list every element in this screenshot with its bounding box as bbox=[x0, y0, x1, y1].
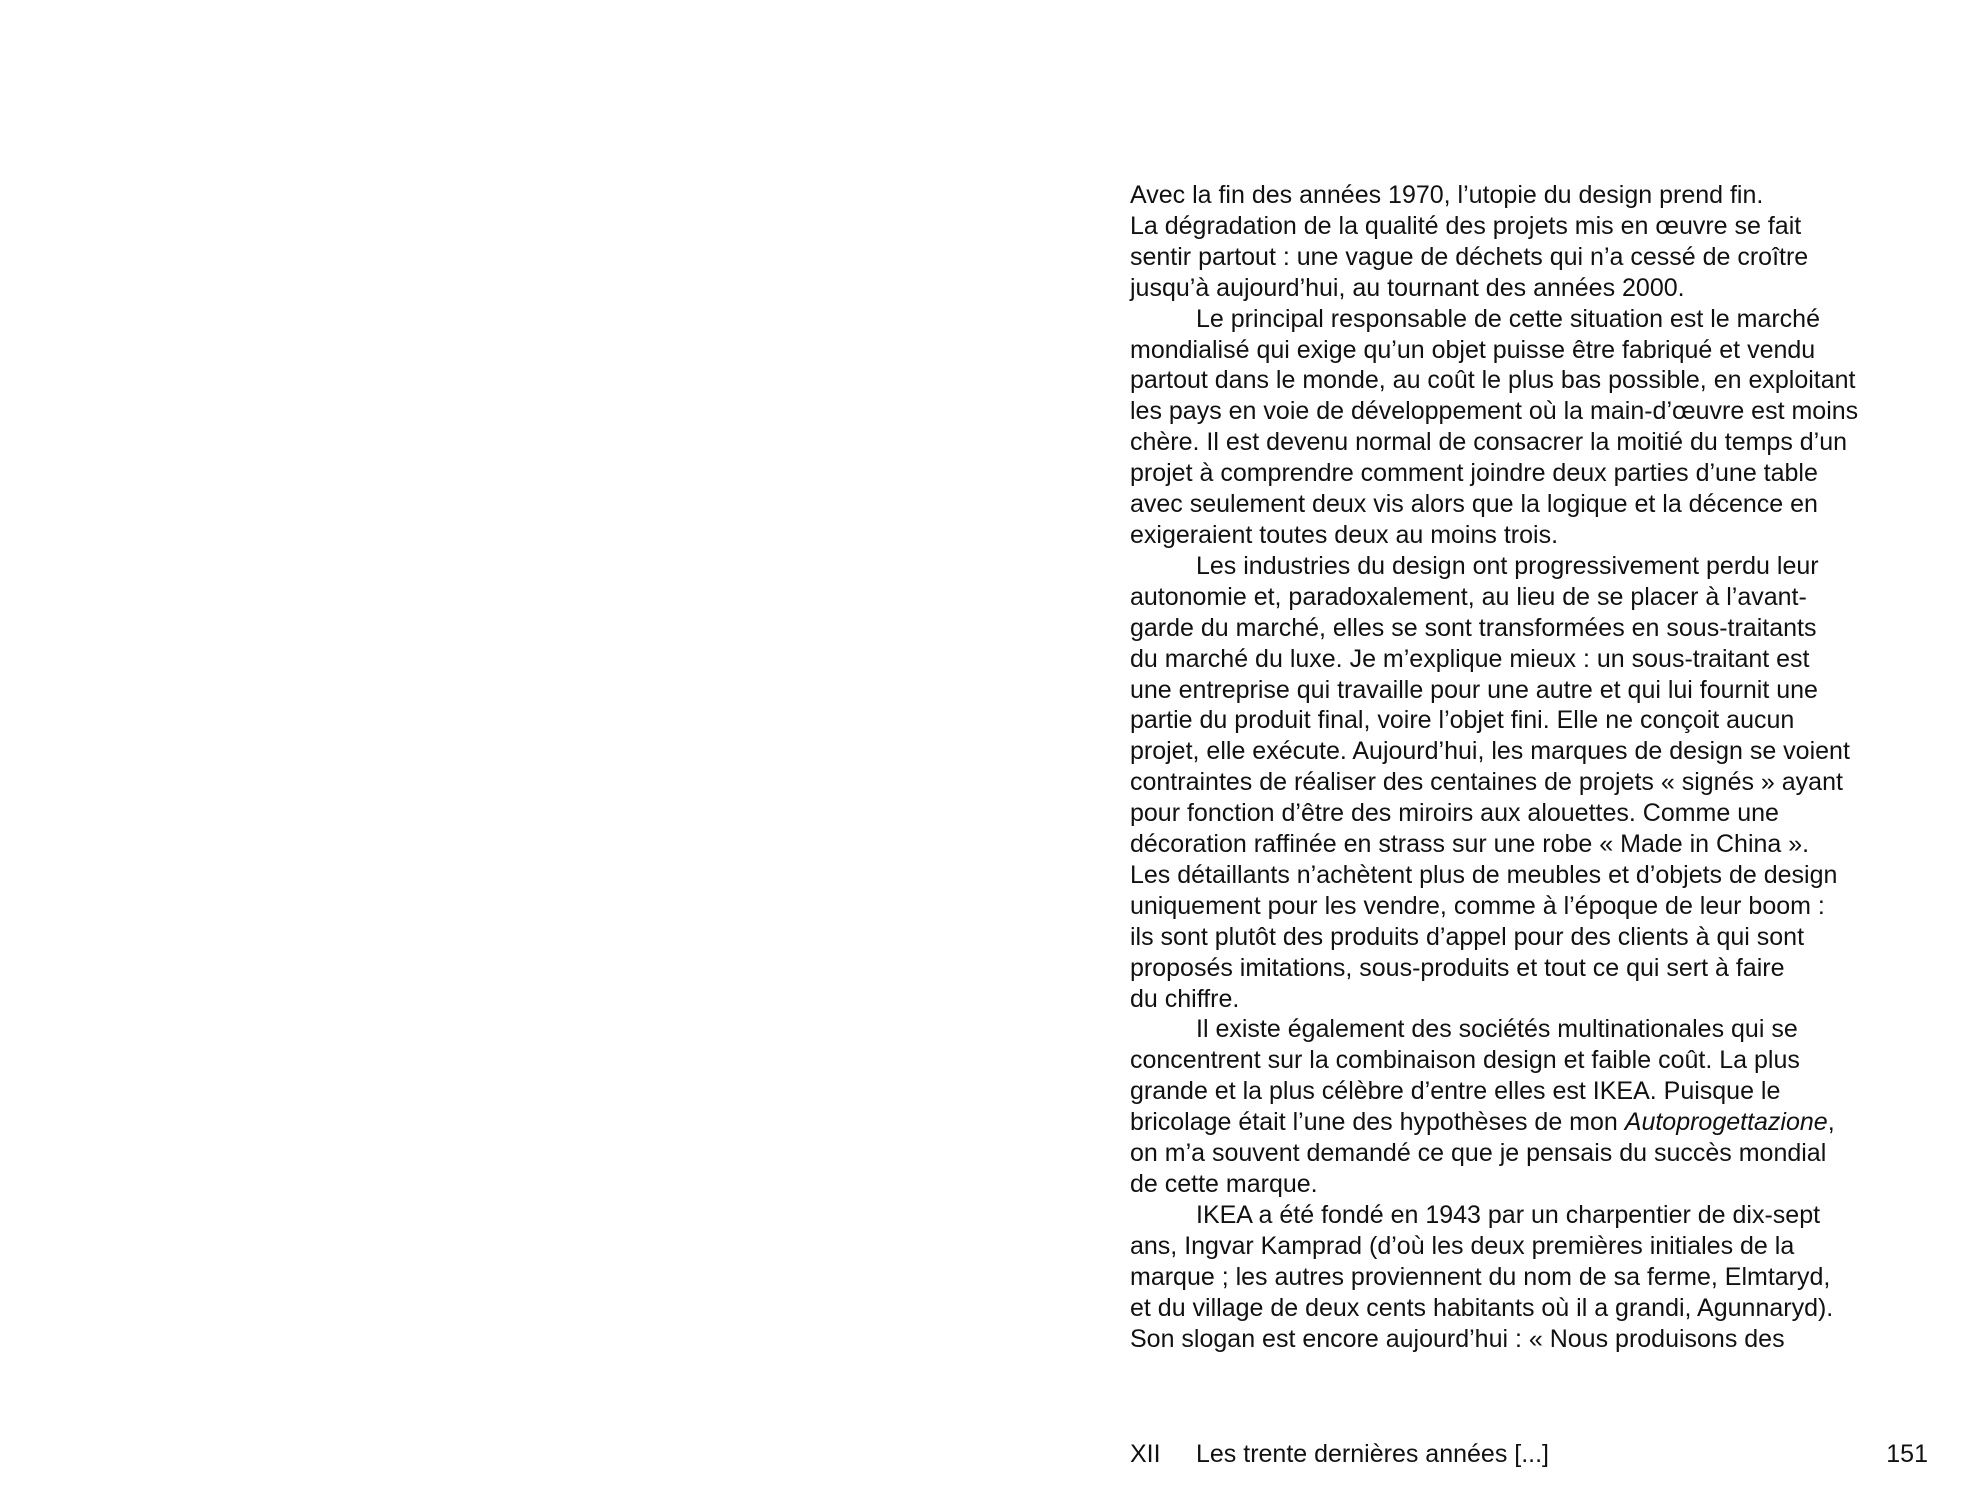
text-line: IKEA a été fondé en 1943 par un charpentier de dix-sept bbox=[1196, 1200, 1821, 1229]
chapter-number: XII bbox=[1130, 1440, 1161, 1468]
text-line: concentrent sur la combinaison design et faible coût. La plus bbox=[1130, 1046, 1800, 1075]
body-text bbox=[1130, 180, 1930, 1354]
text-line: une entreprise qui travaille pour une autre et qui lui fournit une bbox=[1130, 675, 1818, 704]
text-line: avec seulement deux vis alors que la logique et la décence en bbox=[1130, 490, 1818, 519]
text-line: Son slogan est encore aujourd’hui : « Nous produisons des bbox=[1130, 1324, 1785, 1353]
text-line: La dégradation de la qualité des projets mis en œuvre se fait bbox=[1130, 211, 1802, 240]
text-line: ans, Ingvar Kamprad (d’où les deux premières initiales de la bbox=[1130, 1231, 1795, 1260]
text-line: contraintes de réaliser des centaines de projets « signés » ayant bbox=[1130, 768, 1843, 797]
text-line: marque ; les autres proviennent du nom de sa ferme, Elmtaryd, bbox=[1130, 1262, 1831, 1291]
italic-title: Autoprogettazione bbox=[1624, 1108, 1828, 1137]
text-line: chère. Il est devenu normal de consacrer la moitié du temps d’un bbox=[1130, 428, 1848, 457]
text-line: projet, elle exécute. Aujourd’hui, les marques de design se voient bbox=[1130, 737, 1850, 766]
text-line: ils sont plutôt des produits d’appel pour des clients à qui sont bbox=[1130, 922, 1805, 951]
text-line: grande et la plus célèbre d’entre elles est IKEA. Puisque le bbox=[1130, 1077, 1781, 1106]
text-line: proposés imitations, sous-produits et tout ce qui sert à faire bbox=[1130, 953, 1785, 982]
text-line: Avec la fin des années 1970, l’utopie du design prend fin. bbox=[1130, 181, 1764, 209]
text-line: garde du marché, elles se sont transformées en sous-traitants bbox=[1130, 613, 1817, 642]
text-line bbox=[1130, 1107, 1930, 1138]
text-line: de cette marque. bbox=[1130, 1170, 1318, 1198]
text-line: Le principal responsable de cette situation est le marché bbox=[1196, 304, 1820, 333]
page-number: 151 bbox=[1886, 1440, 1928, 1468]
chapter-title: Les trente dernières années [...] bbox=[1196, 1440, 1549, 1468]
text-line: décoration raffinée en strass sur une robe « Made in China ». bbox=[1130, 830, 1810, 859]
text-line: du marché du luxe. Je m’explique mieux : un sous-traitant est bbox=[1130, 644, 1810, 673]
text-line: pour fonction d’être des miroirs aux alouettes. Comme une bbox=[1130, 799, 1779, 828]
text-line: mondialisé qui exige qu’un objet puisse être fabriqué et vendu bbox=[1130, 335, 1816, 364]
text-line: partout dans le monde, au coût le plus bas possible, en exploitant bbox=[1130, 366, 1856, 395]
text-line: les pays en voie de développement où la main-d’œuvre est moins bbox=[1130, 397, 1859, 426]
text-run: , bbox=[1827, 1108, 1835, 1137]
text-line: sentir partout : une vague de déchets qui n’a cessé de croître bbox=[1130, 242, 1809, 271]
right-page bbox=[1130, 180, 1930, 1354]
text-run: bricolage était l’une des hypothèses de mon bbox=[1130, 1108, 1625, 1137]
text-line: exigeraient toutes deux au moins trois. bbox=[1130, 520, 1559, 549]
text-line: et du village de deux cents habitants où il a grandi, Agunnaryd). bbox=[1130, 1293, 1834, 1322]
text-line: Les détaillants n’achètent plus de meubles et d’objets de design bbox=[1130, 860, 1838, 889]
text-line: autonomie et, paradoxalement, au lieu de se placer à l’avant- bbox=[1130, 582, 1807, 611]
text-line: Les industries du design ont progressivement perdu leur bbox=[1196, 551, 1819, 580]
text-line: Il existe également des sociétés multinationales qui se bbox=[1196, 1015, 1798, 1044]
text-line: on m’a souvent demandé ce que je pensais du succès mondial bbox=[1130, 1139, 1827, 1168]
text-line: projet à comprendre comment joindre deux parties d’une table bbox=[1130, 459, 1818, 488]
text-line: uniquement pour les vendre, comme à l’époque de leur boom : bbox=[1130, 891, 1825, 920]
running-footer bbox=[1130, 1438, 1928, 1470]
text-line: du chiffre. bbox=[1130, 984, 1240, 1013]
text-line: jusqu’à aujourd’hui, au tournant des années 2000. bbox=[1130, 273, 1685, 302]
text-line: partie du produit final, voire l’objet fini. Elle ne conçoit aucun bbox=[1130, 706, 1795, 735]
